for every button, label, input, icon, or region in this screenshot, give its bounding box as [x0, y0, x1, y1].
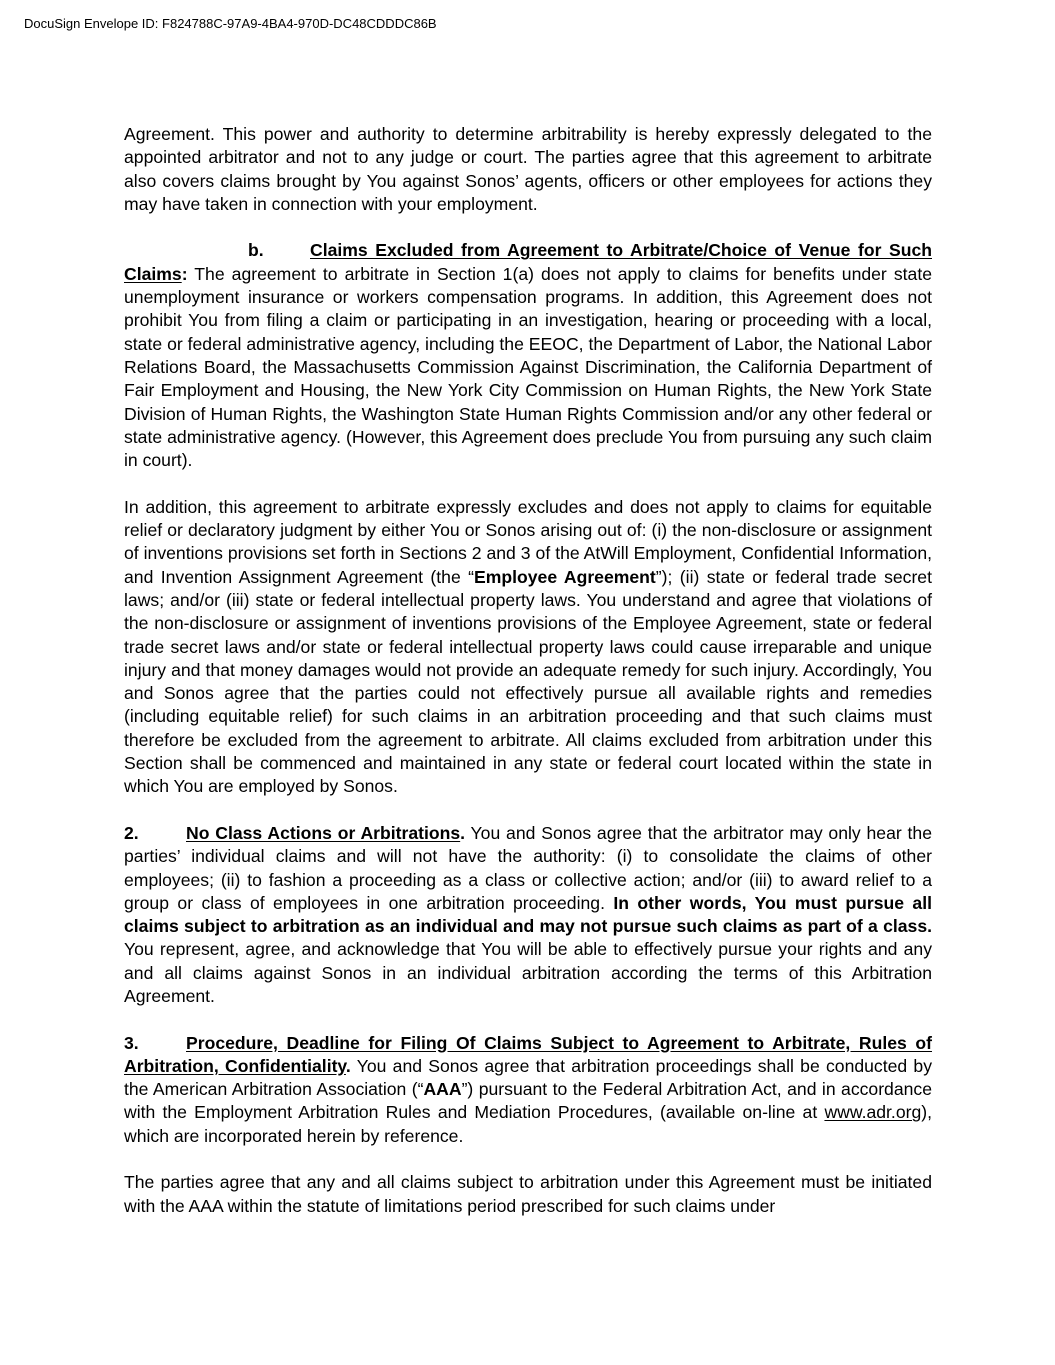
section-3-procedure [124, 1032, 932, 1148]
paragraph-text: ”); (ii) state or federal trade secret laws; and/or (iii) state or federal intellectual property laws. You understand and agree that violations of the non-disclosure or assignment of inventions provisions of the Employee Agreement, state or federal trade secret laws and/or state or federal intellectual property laws could cause irreparable and unique injury and that money damages would not provide an adequate remedy for such injury. Accordingly, You and Sonos agree that the parties could not effectively pursue all available rights and remedies (including equitable relief) for such claims in an arbitration proceeding and that such claims must therefore be excluded from the agreement to arbitrate. All claims excluded from arbitration under this Section shall be commenced and maintained in any state or federal court located within the state in which You are employed by Sonos. [124, 566, 932, 797]
paragraph-text: You and Sonos agree that the arbitrator may only hear the parties’ individual claims and will not have the authority: (i) to consolidate the claims of other employees; (ii) to fashion a proceeding as a class or collective action; and/or (iii) to award relief to a group or class of employees in one arbitration proceeding. [124, 822, 932, 913]
heading-period: . [345, 1055, 351, 1076]
defined-term-employee-agreement: Employee Agreement [474, 566, 656, 587]
paragraph-text: ”) pursuant to the Federal Arbitration Act, and in accordance with the Employment Arbitration Rules and Mediation Procedures, (available on-line at [124, 1079, 932, 1123]
emphasis-text: In other words, You must pursue all claims subject to arbitration as an individual and may not pursue such claims as part of a class. [124, 892, 932, 937]
section-2-no-class-actions [124, 822, 932, 1008]
paragraph-text: ), which are incorporated herein by reference. [124, 1102, 932, 1146]
paragraph-filing-deadline [124, 1171, 932, 1218]
paragraph-text: The parties agree that any and all claims subject to arbitration under this Agreement must be initiated with the AAA within the statute of limitations period prescribed for such claims under [124, 1172, 932, 1216]
paragraph-text: Agreement. This power and authority to determine arbitrability is hereby expressly delegated to the appointed arbitrator and not to any judge or court. The parties agree that this agreement to arbitrate also covers claims brought by You against Sonos’ agents, officers or other employees for actions they may have taken in connection with your employment. [124, 124, 932, 214]
paragraph-text: The agreement to arbitrate in Section 1(a) does not apply to claims for benefits under state unemployment insurance or workers compensation programs. In addition, this Agreement does not prohibit You from filing a claim or participating in an investigation, hearing or proceeding with a local, state or federal administrative agency, including the EEOC, the Department of Labor, the National Labor Relations Board, the Massachusetts Commission Against Discrimination, the California Department of Fair Employment and Housing, the New York City Commission on Human Rights, the New York State Division of Human Rights, the Washington State Human Rights Commission and/or any other federal or state administrative agency. (However, this Agreement does preclude You from pursuing any such claim in court). [124, 263, 932, 471]
section-1b-excluded-claims [124, 239, 932, 472]
paragraph-delegation [124, 123, 932, 216]
section-heading: No Class Actions or Arbitrations [186, 822, 461, 843]
section-heading: Procedure, Deadline for Filing Of Claims Subject to Agreement to Arbitrate, Rules of Arbitration, Confidentiality [124, 1032, 932, 1076]
adr-website-link[interactable]: www.adr.org [824, 1102, 922, 1123]
paragraph-text: You and Sonos agree that arbitration proceedings shall be conducted by the American Arbitration Association (“ [124, 1055, 932, 1100]
paragraph-text: You represent, agree, and acknowledge that You will be able to effectively pursue your rights and any and all claims against Sonos in an individual arbitration according the terms of this Arbitration Agreement. [124, 939, 932, 1006]
section-number: 3. [124, 1032, 139, 1053]
docusign-envelope-id: DocuSign Envelope ID: F824788C-97A9-4BA4-970D-DC48CDDDC86B [24, 16, 437, 31]
section-number: 2. [124, 822, 139, 843]
subsection-marker: b. [248, 240, 264, 261]
paragraph-equitable-relief-exclusion [124, 496, 932, 799]
defined-term-aaa: AAA [423, 1079, 462, 1100]
document-body [124, 123, 932, 1218]
heading-period: . [460, 822, 466, 843]
paragraph-text: In addition, this agreement to arbitrate expressly excludes and does not apply to claims for equitable relief or declaratory judgment by either You or Sonos arising out of: (i) the non-disclosure or assignment of inventions provisions set forth in Sections 2 and 3 of the AtWill Employment, Confidential Information, and Invention Assignment Agreement (the “ [124, 496, 932, 587]
heading-colon: : [181, 263, 188, 284]
subsection-heading: Claims Excluded from Agreement to Arbitrate/Choice of Venue for Such Claims [124, 240, 932, 284]
